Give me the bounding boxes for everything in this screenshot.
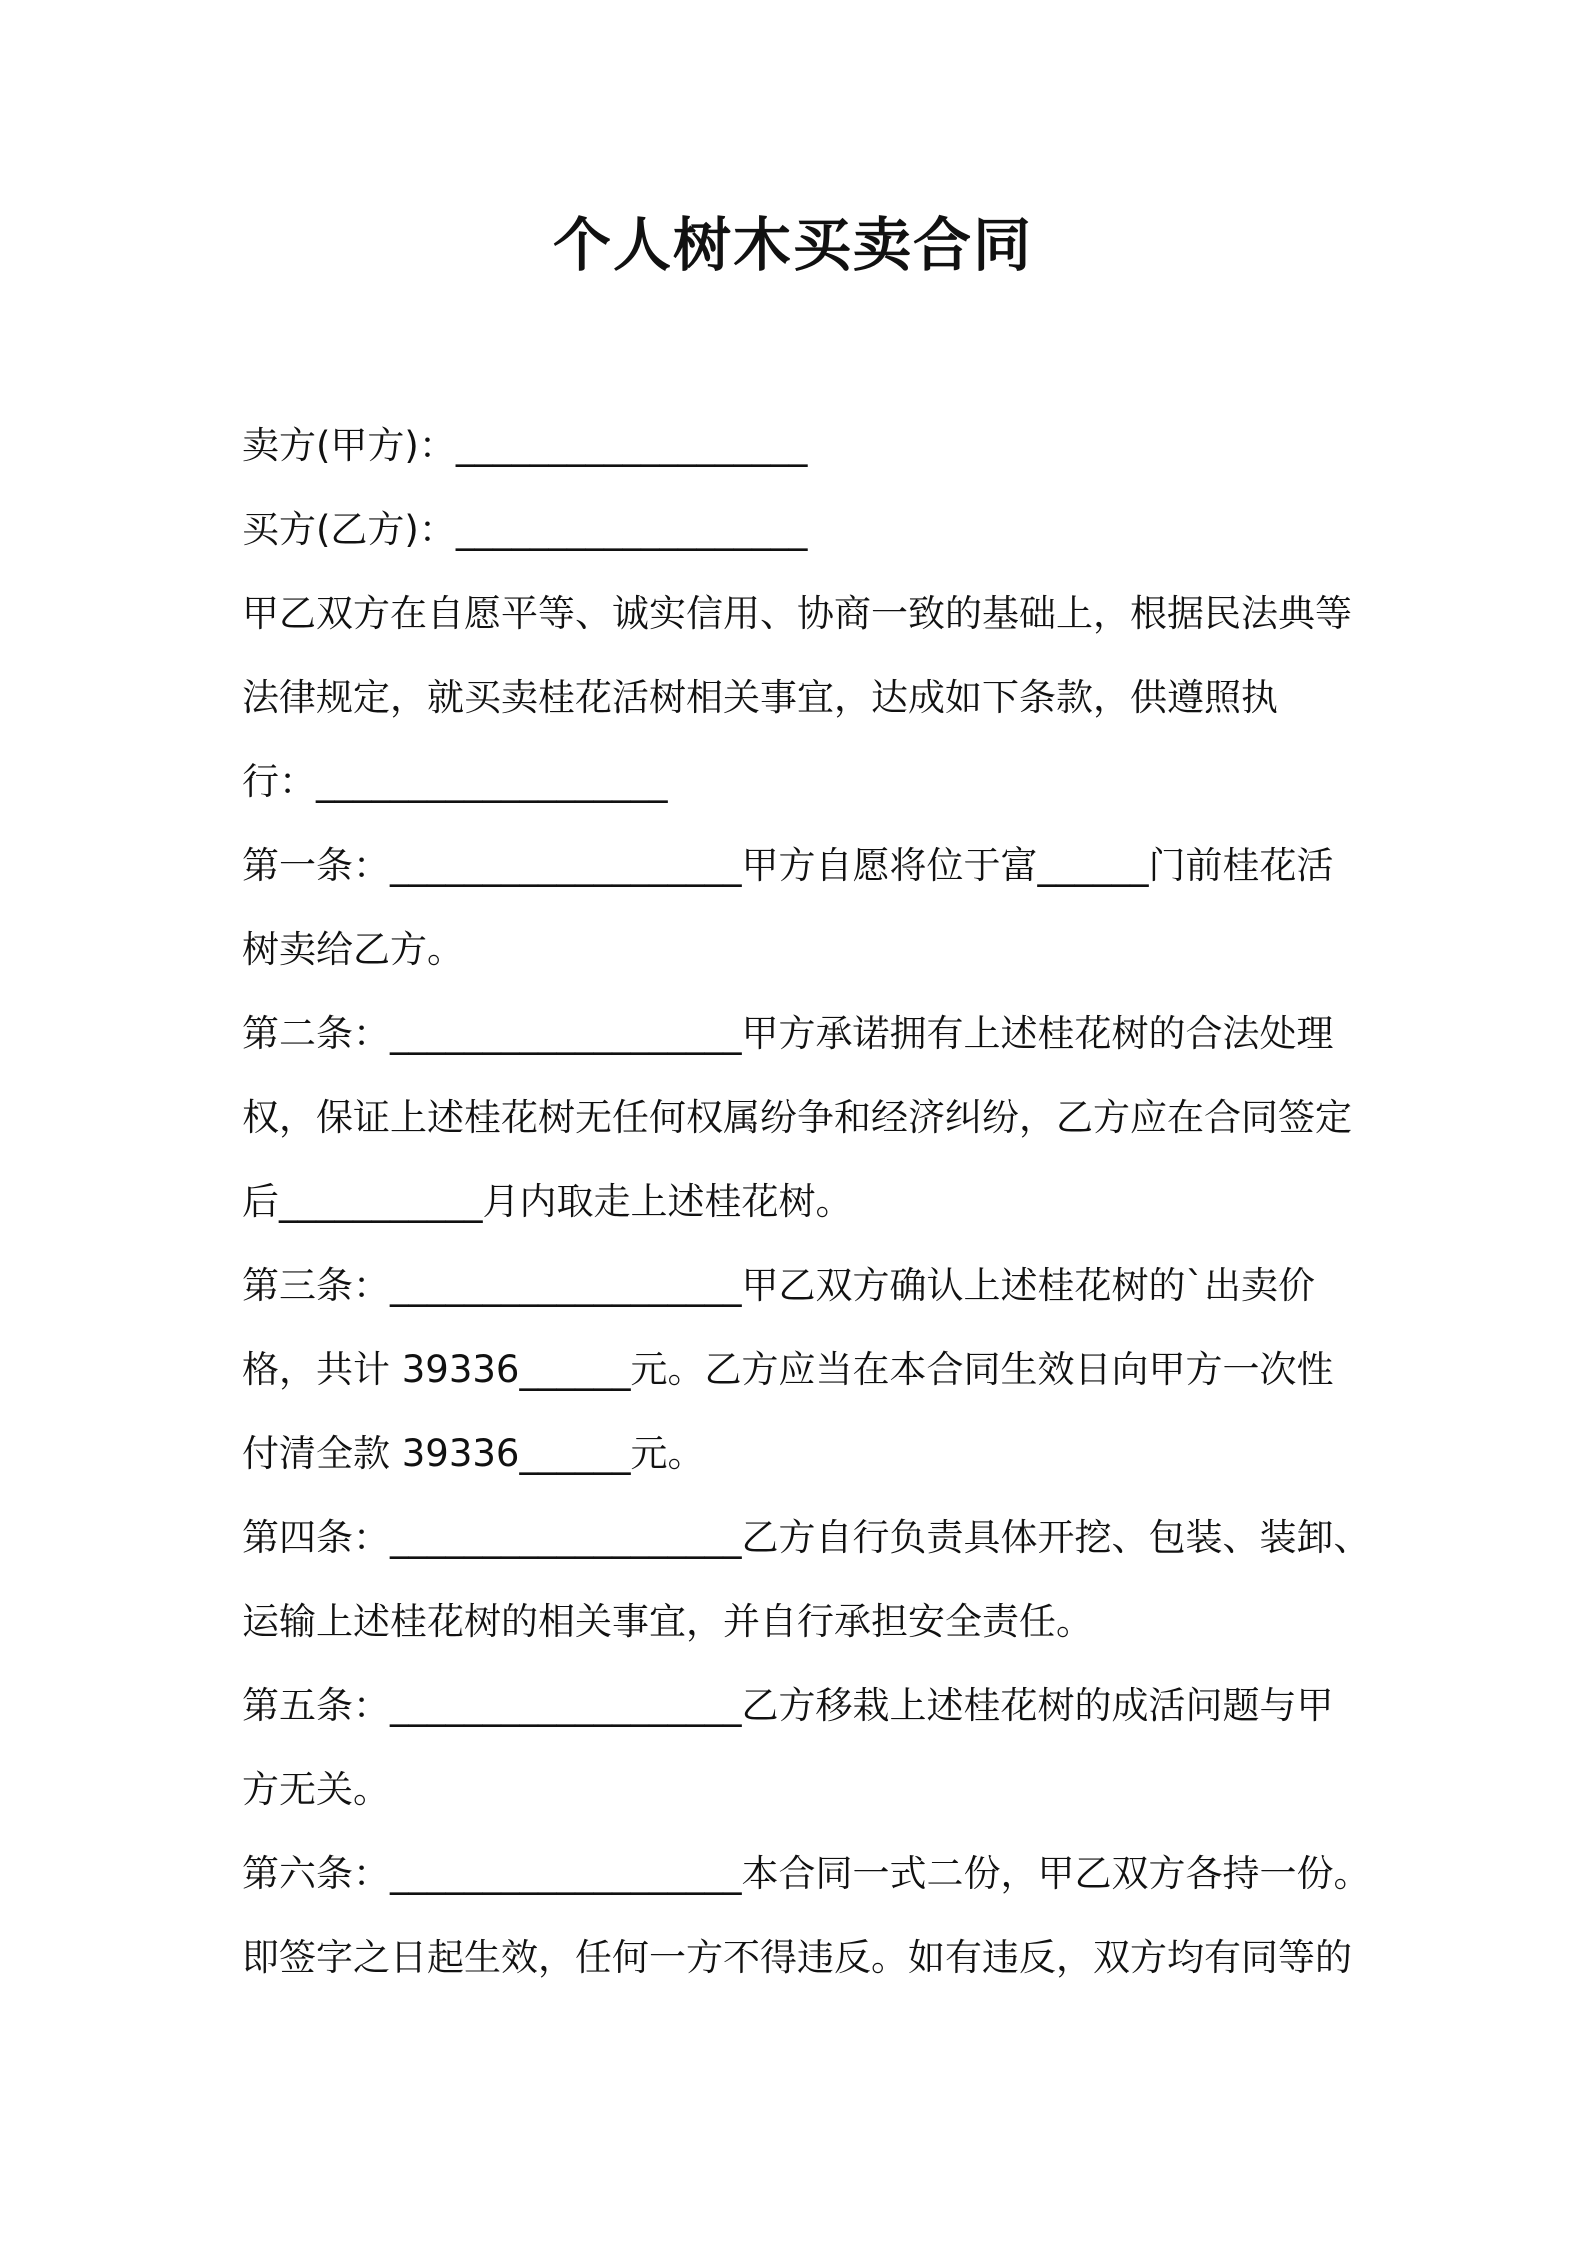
- article-1-line: [242, 824, 1367, 908]
- line-text: 行：___________________: [242, 760, 668, 803]
- article-3-line: [242, 1328, 1367, 1412]
- buyer-line: [242, 488, 1367, 572]
- article-6-line: [242, 1832, 1371, 1916]
- seller-line: [242, 404, 1367, 488]
- line-text: 后___________月内取走上述桂花树。: [242, 1180, 853, 1223]
- line-text: 卖方(甲方)：___________________: [242, 424, 808, 467]
- article-5-line: [242, 1664, 1367, 1748]
- article-6-line: [242, 1916, 1367, 2000]
- article-2-line: [242, 1076, 1367, 1160]
- preamble-line: [242, 740, 1367, 824]
- article-4-line: [242, 1580, 1367, 1664]
- line-text: 第二条：___________________甲方承诺拥有上述桂花树的合法处理: [242, 1012, 1334, 1055]
- contract-body: [242, 404, 1371, 2000]
- article-3-line: [242, 1412, 1367, 1496]
- line-text: 即签字之日起生效，任何一方不得违反。如有违反，双方均有同等的: [242, 1936, 1352, 1979]
- article-2-line: [242, 1160, 1367, 1244]
- line-text: 第四条：___________________乙方自行负责具体开挖、包装、装卸、: [242, 1516, 1371, 1559]
- preamble-line: [242, 572, 1367, 656]
- article-2-line: [242, 992, 1367, 1076]
- article-1-line: [242, 908, 1367, 992]
- line-text: 甲乙双方在自愿平等、诚实信用、协商一致的基础上，根据民法典等: [242, 592, 1352, 635]
- article-3-line: [242, 1244, 1367, 1328]
- line-text: 权，保证上述桂花树无任何权属纷争和经济纠纷，乙方应在合同签定: [242, 1096, 1352, 1139]
- line-text: 买方(乙方)：___________________: [242, 508, 808, 551]
- article-4-line: [242, 1496, 1371, 1580]
- line-text: 第一条：___________________甲方自愿将位于富______门前桂花活: [242, 844, 1334, 887]
- line-text: 格，共计 39336______元。乙方应当在本合同生效日向甲方一次性: [242, 1348, 1334, 1391]
- line-text: 第六条：___________________本合同一式二份，甲乙双方各持一份。: [242, 1852, 1371, 1895]
- line-text: 树卖给乙方。: [242, 928, 464, 971]
- article-5-line: [242, 1748, 1367, 1832]
- preamble-line: [242, 656, 1367, 740]
- line-text: 运输上述桂花树的相关事宜，并自行承担安全责任。: [242, 1600, 1093, 1643]
- line-text: 第三条：___________________甲乙双方确认上述桂花树的`出卖价: [242, 1264, 1315, 1307]
- document-title: 个人树木买卖合同: [552, 211, 1033, 279]
- line-text: 法律规定，就买卖桂花活树相关事宜，达成如下条款，供遵照执: [242, 676, 1278, 719]
- line-text: 第五条：___________________乙方移栽上述桂花树的成活问题与甲: [242, 1684, 1334, 1727]
- line-text: 方无关。: [242, 1768, 390, 1811]
- line-text: 付清全款 39336______元。: [242, 1432, 705, 1475]
